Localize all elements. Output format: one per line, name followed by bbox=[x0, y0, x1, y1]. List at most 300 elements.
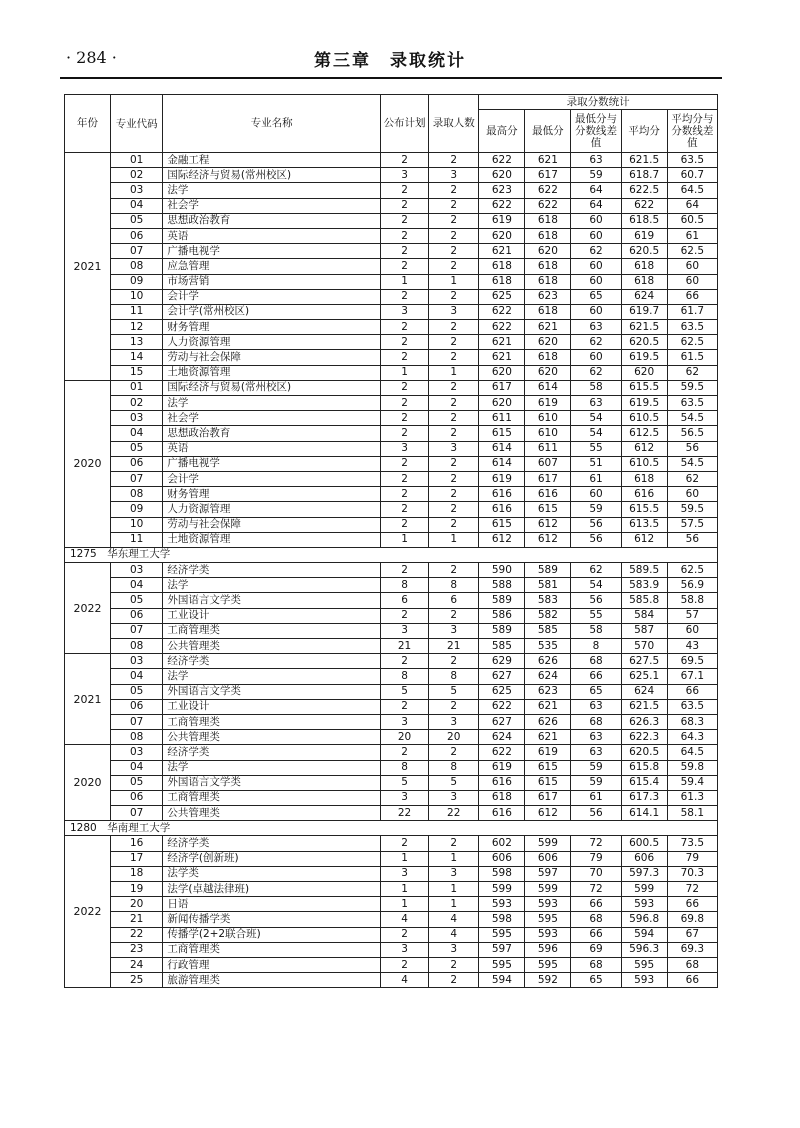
plan-cell: 5 bbox=[381, 775, 429, 790]
name-cell: 经济学类 bbox=[163, 745, 381, 760]
avg-cell: 615.8 bbox=[621, 760, 667, 775]
table-row bbox=[65, 836, 718, 851]
avg-cell: 585.8 bbox=[621, 593, 667, 608]
table-body bbox=[65, 153, 718, 988]
col-year: 年份 bbox=[65, 95, 111, 153]
min-cell: 611 bbox=[525, 441, 571, 456]
name-cell: 人力资源管理 bbox=[163, 335, 381, 350]
avg-cell: 621.5 bbox=[621, 153, 667, 168]
name-cell: 国际经济与贸易(常州校区) bbox=[163, 168, 381, 183]
table-row bbox=[65, 259, 718, 274]
admitted-cell: 3 bbox=[429, 866, 479, 881]
table-row bbox=[65, 289, 718, 304]
plan-cell: 8 bbox=[381, 760, 429, 775]
max-cell: 619 bbox=[479, 760, 525, 775]
min-cell: 617 bbox=[525, 790, 571, 805]
name-cell: 劳动与社会保障 bbox=[163, 350, 381, 365]
name-cell: 经济学(创新班) bbox=[163, 851, 381, 866]
col-plan: 公布计划 bbox=[381, 95, 429, 153]
max-cell: 622 bbox=[479, 320, 525, 335]
code-cell: 06 bbox=[111, 456, 163, 471]
min-cell: 618 bbox=[525, 350, 571, 365]
code-cell: 07 bbox=[111, 471, 163, 486]
avg-diff-cell: 68 bbox=[667, 957, 717, 972]
plan-cell: 2 bbox=[381, 320, 429, 335]
avg-cell: 596.3 bbox=[621, 942, 667, 957]
table-row bbox=[65, 365, 718, 380]
min-cell: 622 bbox=[525, 198, 571, 213]
max-cell: 586 bbox=[479, 608, 525, 623]
col-avg: 平均分 bbox=[621, 110, 667, 153]
code-cell: 20 bbox=[111, 897, 163, 912]
code-cell: 17 bbox=[111, 851, 163, 866]
name-cell: 工商管理类 bbox=[163, 942, 381, 957]
max-cell: 594 bbox=[479, 973, 525, 988]
max-cell: 617 bbox=[479, 380, 525, 395]
avg-cell: 619.7 bbox=[621, 304, 667, 319]
page-header bbox=[60, 40, 720, 76]
name-cell: 旅游管理类 bbox=[163, 973, 381, 988]
name-cell: 外国语言文学类 bbox=[163, 684, 381, 699]
plan-cell: 2 bbox=[381, 259, 429, 274]
min-diff-cell: 70 bbox=[571, 866, 621, 881]
min-cell: 618 bbox=[525, 274, 571, 289]
code-cell: 08 bbox=[111, 639, 163, 654]
avg-cell: 618 bbox=[621, 471, 667, 486]
table-row bbox=[65, 897, 718, 912]
avg-cell: 617.3 bbox=[621, 790, 667, 805]
admitted-cell: 2 bbox=[429, 608, 479, 623]
min-diff-cell: 68 bbox=[571, 654, 621, 669]
col-max: 最高分 bbox=[479, 110, 525, 153]
avg-cell: 616 bbox=[621, 487, 667, 502]
table-row bbox=[65, 198, 718, 213]
code-cell: 11 bbox=[111, 304, 163, 319]
table-row bbox=[65, 912, 718, 927]
section-title: 1275 华东理工大学 bbox=[65, 547, 718, 562]
table-row bbox=[65, 502, 718, 517]
min-cell: 599 bbox=[525, 882, 571, 897]
table-row bbox=[65, 396, 718, 411]
avg-cell: 618 bbox=[621, 274, 667, 289]
admitted-cell: 2 bbox=[429, 487, 479, 502]
table-row bbox=[65, 745, 718, 760]
min-cell: 595 bbox=[525, 957, 571, 972]
max-cell: 611 bbox=[479, 411, 525, 426]
plan-cell: 3 bbox=[381, 866, 429, 881]
plan-cell: 21 bbox=[381, 639, 429, 654]
max-cell: 606 bbox=[479, 851, 525, 866]
max-cell: 599 bbox=[479, 882, 525, 897]
name-cell: 法学类 bbox=[163, 866, 381, 881]
table-row bbox=[65, 684, 718, 699]
table-row bbox=[65, 441, 718, 456]
col-name: 专业名称 bbox=[163, 95, 381, 153]
plan-cell: 2 bbox=[381, 213, 429, 228]
name-cell: 财务管理 bbox=[163, 487, 381, 502]
admitted-cell: 1 bbox=[429, 532, 479, 547]
avg-cell: 614.1 bbox=[621, 806, 667, 821]
admitted-cell: 2 bbox=[429, 411, 479, 426]
table-row bbox=[65, 699, 718, 714]
plan-cell: 1 bbox=[381, 365, 429, 380]
table-row bbox=[65, 153, 718, 168]
min-cell: 620 bbox=[525, 365, 571, 380]
code-cell: 16 bbox=[111, 836, 163, 851]
admitted-cell: 3 bbox=[429, 942, 479, 957]
avg-diff-cell: 56 bbox=[667, 441, 717, 456]
min-diff-cell: 72 bbox=[571, 836, 621, 851]
code-cell: 05 bbox=[111, 593, 163, 608]
avg-cell: 589.5 bbox=[621, 563, 667, 578]
avg-cell: 624 bbox=[621, 684, 667, 699]
plan-cell: 2 bbox=[381, 244, 429, 259]
avg-cell: 619 bbox=[621, 228, 667, 243]
max-cell: 615 bbox=[479, 517, 525, 532]
name-cell: 劳动与社会保障 bbox=[163, 517, 381, 532]
avg-diff-cell: 60.7 bbox=[667, 168, 717, 183]
min-diff-cell: 65 bbox=[571, 289, 621, 304]
min-diff-cell: 60 bbox=[571, 259, 621, 274]
admitted-cell: 3 bbox=[429, 623, 479, 638]
admitted-cell: 2 bbox=[429, 380, 479, 395]
avg-diff-cell: 58.1 bbox=[667, 806, 717, 821]
page-number: · 284 · bbox=[66, 48, 117, 67]
avg-cell: 615.5 bbox=[621, 380, 667, 395]
avg-cell: 583.9 bbox=[621, 578, 667, 593]
max-cell: 619 bbox=[479, 471, 525, 486]
name-cell: 新闻传播学类 bbox=[163, 912, 381, 927]
min-diff-cell: 60 bbox=[571, 274, 621, 289]
name-cell: 法学 bbox=[163, 396, 381, 411]
table-row bbox=[65, 426, 718, 441]
avg-diff-cell: 63.5 bbox=[667, 699, 717, 714]
min-diff-cell: 69 bbox=[571, 942, 621, 957]
admitted-cell: 2 bbox=[429, 699, 479, 714]
max-cell: 612 bbox=[479, 532, 525, 547]
table-row bbox=[65, 639, 718, 654]
min-cell: 607 bbox=[525, 456, 571, 471]
min-cell: 619 bbox=[525, 745, 571, 760]
admitted-cell: 2 bbox=[429, 502, 479, 517]
min-cell: 592 bbox=[525, 973, 571, 988]
min-cell: 583 bbox=[525, 593, 571, 608]
admitted-cell: 8 bbox=[429, 669, 479, 684]
admitted-cell: 4 bbox=[429, 912, 479, 927]
col-avg-diff: 平均分与分数线差值 bbox=[667, 110, 717, 153]
max-cell: 622 bbox=[479, 745, 525, 760]
max-cell: 616 bbox=[479, 487, 525, 502]
code-cell: 06 bbox=[111, 790, 163, 805]
plan-cell: 1 bbox=[381, 274, 429, 289]
avg-diff-cell: 56.9 bbox=[667, 578, 717, 593]
code-cell: 07 bbox=[111, 714, 163, 729]
table-row bbox=[65, 973, 718, 988]
min-diff-cell: 60 bbox=[571, 487, 621, 502]
table-row bbox=[65, 335, 718, 350]
avg-cell: 606 bbox=[621, 851, 667, 866]
col-stats-group: 录取分数统计 bbox=[479, 95, 718, 110]
max-cell: 598 bbox=[479, 866, 525, 881]
col-admitted: 录取人数 bbox=[429, 95, 479, 153]
plan-cell: 2 bbox=[381, 487, 429, 502]
admitted-cell: 3 bbox=[429, 168, 479, 183]
avg-cell: 618.7 bbox=[621, 168, 667, 183]
code-cell: 04 bbox=[111, 198, 163, 213]
code-cell: 08 bbox=[111, 730, 163, 745]
code-cell: 03 bbox=[111, 654, 163, 669]
table-row bbox=[65, 942, 718, 957]
max-cell: 620 bbox=[479, 228, 525, 243]
table-row bbox=[65, 608, 718, 623]
min-diff-cell: 66 bbox=[571, 669, 621, 684]
plan-cell: 2 bbox=[381, 456, 429, 471]
min-diff-cell: 64 bbox=[571, 183, 621, 198]
min-diff-cell: 61 bbox=[571, 471, 621, 486]
plan-cell: 3 bbox=[381, 790, 429, 805]
max-cell: 629 bbox=[479, 654, 525, 669]
max-cell: 615 bbox=[479, 426, 525, 441]
admitted-cell: 1 bbox=[429, 851, 479, 866]
avg-cell: 613.5 bbox=[621, 517, 667, 532]
plan-cell: 3 bbox=[381, 304, 429, 319]
plan-cell: 2 bbox=[381, 699, 429, 714]
avg-cell: 612.5 bbox=[621, 426, 667, 441]
table-row bbox=[65, 168, 718, 183]
avg-diff-cell: 61.5 bbox=[667, 350, 717, 365]
plan-cell: 2 bbox=[381, 396, 429, 411]
min-diff-cell: 59 bbox=[571, 775, 621, 790]
max-cell: 616 bbox=[479, 775, 525, 790]
avg-diff-cell: 60 bbox=[667, 623, 717, 638]
plan-cell: 2 bbox=[381, 654, 429, 669]
name-cell: 思想政治教育 bbox=[163, 426, 381, 441]
plan-cell: 1 bbox=[381, 882, 429, 897]
name-cell: 金融工程 bbox=[163, 153, 381, 168]
plan-cell: 1 bbox=[381, 851, 429, 866]
name-cell: 工商管理类 bbox=[163, 790, 381, 805]
min-cell: 585 bbox=[525, 623, 571, 638]
max-cell: 623 bbox=[479, 183, 525, 198]
plan-cell: 2 bbox=[381, 563, 429, 578]
max-cell: 595 bbox=[479, 927, 525, 942]
code-cell: 08 bbox=[111, 259, 163, 274]
avg-diff-cell: 62.5 bbox=[667, 563, 717, 578]
name-cell: 外国语言文学类 bbox=[163, 593, 381, 608]
min-diff-cell: 66 bbox=[571, 897, 621, 912]
name-cell: 人力资源管理 bbox=[163, 502, 381, 517]
code-cell: 05 bbox=[111, 441, 163, 456]
max-cell: 588 bbox=[479, 578, 525, 593]
admitted-cell: 8 bbox=[429, 760, 479, 775]
min-diff-cell: 59 bbox=[571, 168, 621, 183]
max-cell: 622 bbox=[479, 699, 525, 714]
avg-cell: 597.3 bbox=[621, 866, 667, 881]
avg-cell: 600.5 bbox=[621, 836, 667, 851]
min-diff-cell: 72 bbox=[571, 882, 621, 897]
code-cell: 01 bbox=[111, 153, 163, 168]
code-cell: 18 bbox=[111, 866, 163, 881]
avg-cell: 626.3 bbox=[621, 714, 667, 729]
admitted-cell: 1 bbox=[429, 882, 479, 897]
min-cell: 621 bbox=[525, 320, 571, 335]
table-row bbox=[65, 563, 718, 578]
admitted-cell: 1 bbox=[429, 274, 479, 289]
section-row bbox=[65, 547, 718, 562]
table-row bbox=[65, 183, 718, 198]
table-row bbox=[65, 213, 718, 228]
name-cell: 土地资源管理 bbox=[163, 365, 381, 380]
avg-cell: 622 bbox=[621, 198, 667, 213]
avg-cell: 584 bbox=[621, 608, 667, 623]
admitted-cell: 2 bbox=[429, 456, 479, 471]
min-cell: 610 bbox=[525, 411, 571, 426]
plan-cell: 2 bbox=[381, 198, 429, 213]
code-cell: 19 bbox=[111, 882, 163, 897]
min-diff-cell: 59 bbox=[571, 760, 621, 775]
admitted-cell: 2 bbox=[429, 426, 479, 441]
code-cell: 06 bbox=[111, 228, 163, 243]
plan-cell: 4 bbox=[381, 973, 429, 988]
max-cell: 585 bbox=[479, 639, 525, 654]
plan-cell: 3 bbox=[381, 942, 429, 957]
min-cell: 610 bbox=[525, 426, 571, 441]
name-cell: 英语 bbox=[163, 441, 381, 456]
avg-diff-cell: 59.8 bbox=[667, 760, 717, 775]
code-cell: 02 bbox=[111, 168, 163, 183]
name-cell: 工商管理类 bbox=[163, 623, 381, 638]
avg-diff-cell: 64.5 bbox=[667, 183, 717, 198]
admitted-cell: 3 bbox=[429, 304, 479, 319]
code-cell: 11 bbox=[111, 532, 163, 547]
min-cell: 618 bbox=[525, 228, 571, 243]
plan-cell: 2 bbox=[381, 957, 429, 972]
min-diff-cell: 65 bbox=[571, 973, 621, 988]
min-diff-cell: 79 bbox=[571, 851, 621, 866]
table-row bbox=[65, 578, 718, 593]
plan-cell: 3 bbox=[381, 623, 429, 638]
name-cell: 社会学 bbox=[163, 198, 381, 213]
avg-cell: 596.8 bbox=[621, 912, 667, 927]
min-cell: 581 bbox=[525, 578, 571, 593]
avg-diff-cell: 61 bbox=[667, 228, 717, 243]
min-cell: 619 bbox=[525, 396, 571, 411]
min-cell: 597 bbox=[525, 866, 571, 881]
table-row bbox=[65, 380, 718, 395]
avg-diff-cell: 60.5 bbox=[667, 213, 717, 228]
avg-cell: 612 bbox=[621, 532, 667, 547]
table-row bbox=[65, 669, 718, 684]
name-cell: 公共管理类 bbox=[163, 730, 381, 745]
year-cell: 2021 bbox=[65, 654, 111, 745]
year-cell: 2021 bbox=[65, 153, 111, 381]
min-cell: 620 bbox=[525, 244, 571, 259]
avg-diff-cell: 43 bbox=[667, 639, 717, 654]
year-cell: 2020 bbox=[65, 380, 111, 547]
avg-diff-cell: 58.8 bbox=[667, 593, 717, 608]
admitted-cell: 3 bbox=[429, 714, 479, 729]
max-cell: 625 bbox=[479, 289, 525, 304]
min-diff-cell: 62 bbox=[571, 365, 621, 380]
max-cell: 616 bbox=[479, 806, 525, 821]
admitted-cell: 5 bbox=[429, 775, 479, 790]
name-cell: 国际经济与贸易(常州校区) bbox=[163, 380, 381, 395]
max-cell: 621 bbox=[479, 335, 525, 350]
plan-cell: 1 bbox=[381, 532, 429, 547]
avg-diff-cell: 64.5 bbox=[667, 745, 717, 760]
table-row bbox=[65, 760, 718, 775]
admitted-cell: 2 bbox=[429, 228, 479, 243]
avg-diff-cell: 60 bbox=[667, 274, 717, 289]
table-row bbox=[65, 517, 718, 532]
table-row bbox=[65, 320, 718, 335]
table-row bbox=[65, 806, 718, 821]
min-cell: 621 bbox=[525, 730, 571, 745]
admitted-cell: 2 bbox=[429, 973, 479, 988]
name-cell: 工商管理类 bbox=[163, 714, 381, 729]
avg-diff-cell: 59.4 bbox=[667, 775, 717, 790]
avg-cell: 610.5 bbox=[621, 411, 667, 426]
min-cell: 615 bbox=[525, 502, 571, 517]
min-cell: 624 bbox=[525, 669, 571, 684]
admitted-cell: 2 bbox=[429, 320, 479, 335]
avg-diff-cell: 61.3 bbox=[667, 790, 717, 805]
name-cell: 财务管理 bbox=[163, 320, 381, 335]
name-cell: 经济学类 bbox=[163, 563, 381, 578]
code-cell: 02 bbox=[111, 396, 163, 411]
avg-cell: 622.5 bbox=[621, 183, 667, 198]
plan-cell: 2 bbox=[381, 745, 429, 760]
min-diff-cell: 60 bbox=[571, 228, 621, 243]
avg-diff-cell: 61.7 bbox=[667, 304, 717, 319]
code-cell: 25 bbox=[111, 973, 163, 988]
min-diff-cell: 55 bbox=[571, 441, 621, 456]
code-cell: 24 bbox=[111, 957, 163, 972]
avg-cell: 618.5 bbox=[621, 213, 667, 228]
avg-cell: 599 bbox=[621, 882, 667, 897]
max-cell: 624 bbox=[479, 730, 525, 745]
plan-cell: 2 bbox=[381, 836, 429, 851]
name-cell: 法学 bbox=[163, 578, 381, 593]
max-cell: 598 bbox=[479, 912, 525, 927]
max-cell: 595 bbox=[479, 957, 525, 972]
code-cell: 04 bbox=[111, 760, 163, 775]
admitted-cell: 6 bbox=[429, 593, 479, 608]
table-row bbox=[65, 411, 718, 426]
min-cell: 623 bbox=[525, 684, 571, 699]
avg-cell: 619.5 bbox=[621, 350, 667, 365]
avg-cell: 570 bbox=[621, 639, 667, 654]
avg-diff-cell: 59.5 bbox=[667, 380, 717, 395]
code-cell: 04 bbox=[111, 578, 163, 593]
table-row bbox=[65, 593, 718, 608]
name-cell: 法学 bbox=[163, 183, 381, 198]
min-diff-cell: 61 bbox=[571, 790, 621, 805]
min-diff-cell: 56 bbox=[571, 593, 621, 608]
name-cell: 法学(卓越法律班) bbox=[163, 882, 381, 897]
avg-diff-cell: 72 bbox=[667, 882, 717, 897]
table-row bbox=[65, 790, 718, 805]
avg-diff-cell: 62.5 bbox=[667, 244, 717, 259]
plan-cell: 5 bbox=[381, 684, 429, 699]
max-cell: 618 bbox=[479, 274, 525, 289]
min-cell: 615 bbox=[525, 775, 571, 790]
admitted-cell: 2 bbox=[429, 198, 479, 213]
admitted-cell: 2 bbox=[429, 957, 479, 972]
min-diff-cell: 66 bbox=[571, 927, 621, 942]
table-row bbox=[65, 654, 718, 669]
admitted-cell: 2 bbox=[429, 563, 479, 578]
